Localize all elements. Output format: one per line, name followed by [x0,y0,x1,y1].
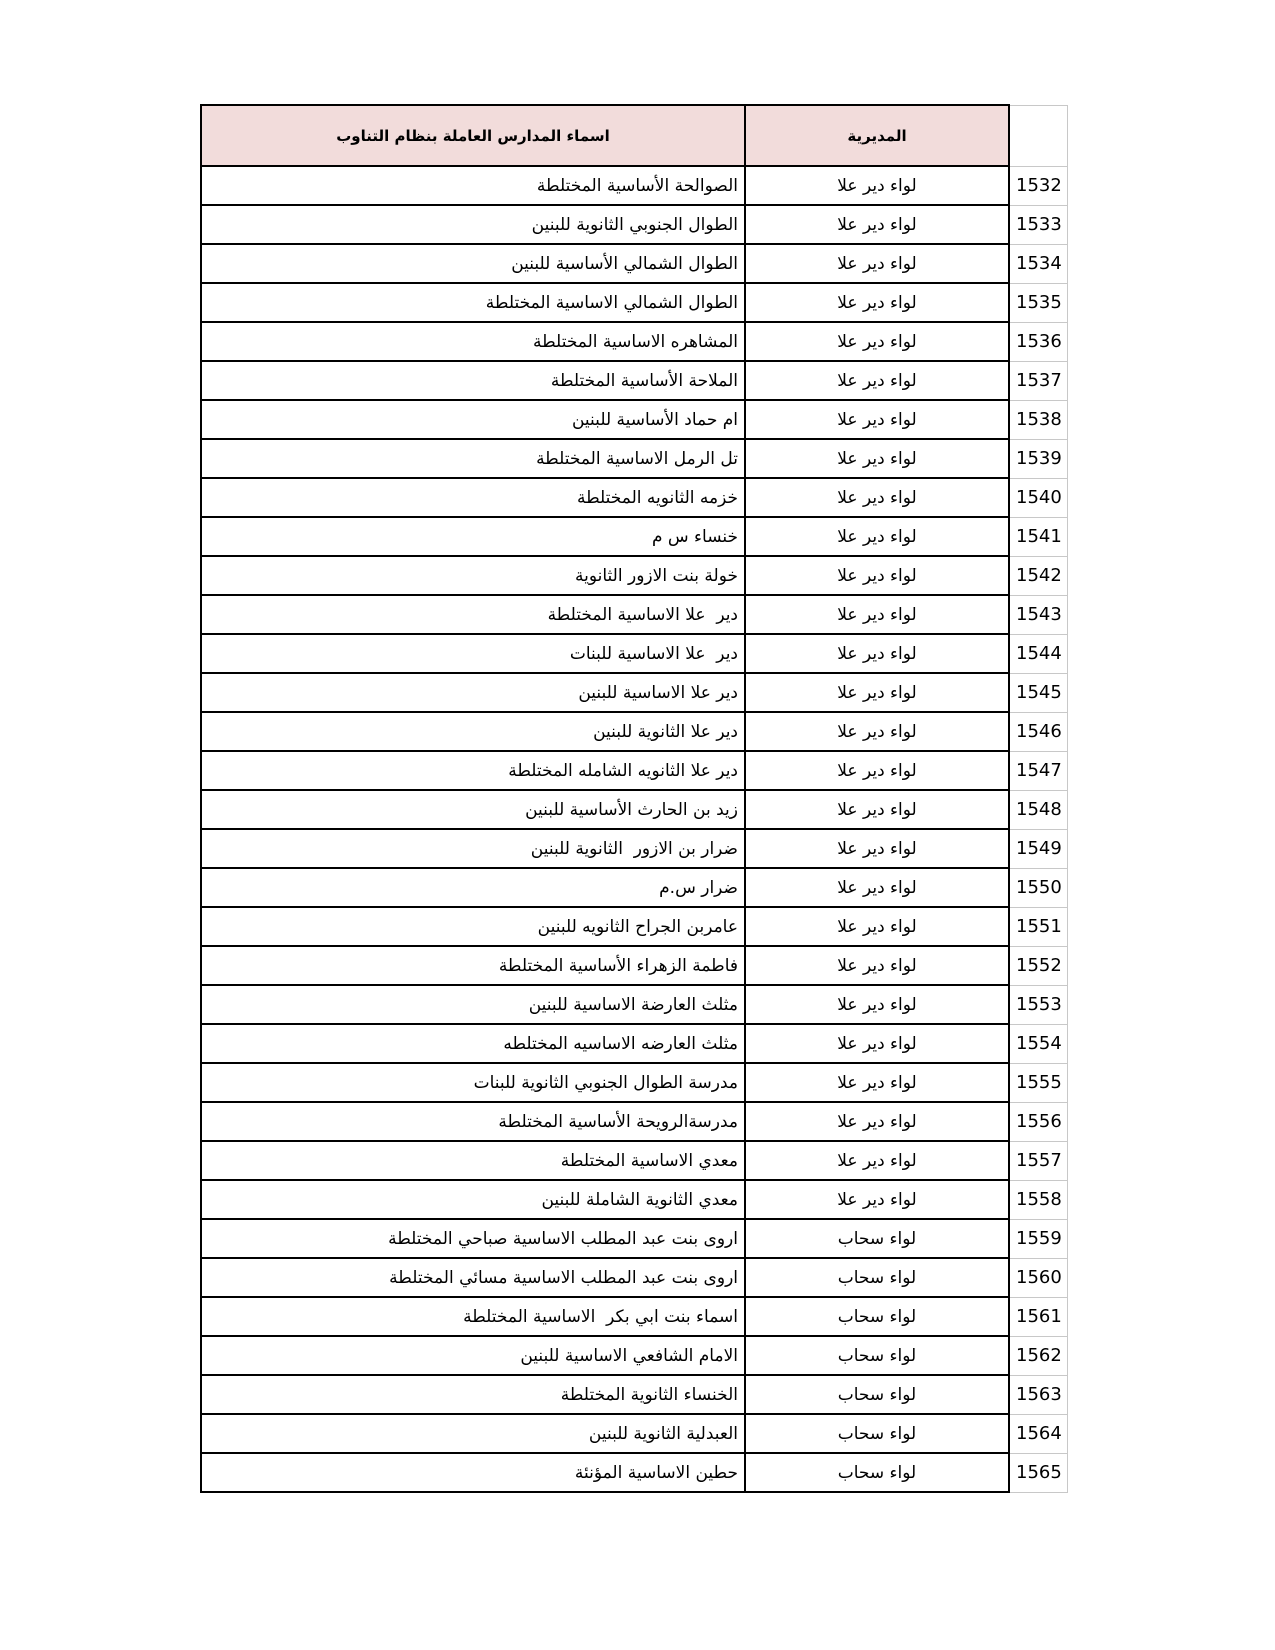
directorate-cell: لواء دير علا [745,790,1009,829]
school-name-cell: الملاحة الأساسية المختلطة [201,361,745,400]
table-row [201,1375,1067,1414]
row-number-cell: 1537 [1009,361,1067,400]
school-name-cell: الخنساء الثانوية المختلطة [201,1375,745,1414]
school-name-cell: دير علا الاساسية للبنات [201,634,745,673]
directorate-cell: لواء دير علا [745,1180,1009,1219]
directorate-cell: لواء دير علا [745,400,1009,439]
directorate-cell: لواء سحاب [745,1258,1009,1297]
row-number-cell: 1562 [1009,1336,1067,1375]
school-name-cell: دير علا الثانوية للبنين [201,712,745,751]
table-row [201,283,1067,322]
row-number-cell: 1544 [1009,634,1067,673]
table-row [201,829,1067,868]
directorate-cell: لواء دير علا [745,322,1009,361]
row-number-cell: 1561 [1009,1297,1067,1336]
table-row [201,1297,1067,1336]
school-name-cell: ضرار بن الازور الثانوية للبنين [201,829,745,868]
school-name-cell: مثلث العارضه الاساسيه المختلطه [201,1024,745,1063]
school-name-cell: خنساء س م [201,517,745,556]
row-number-cell: 1547 [1009,751,1067,790]
directorate-cell: لواء سحاب [745,1219,1009,1258]
row-number-cell: 1536 [1009,322,1067,361]
table-row [201,1024,1067,1063]
school-name-cell: زيد بن الحارث الأساسية للبنين [201,790,745,829]
directorate-cell: لواء دير علا [745,478,1009,517]
directorate-cell: لواء سحاب [745,1375,1009,1414]
table-row [201,478,1067,517]
row-number-cell: 1550 [1009,868,1067,907]
directorate-cell: لواء دير علا [745,595,1009,634]
directorate-cell: لواء دير علا [745,829,1009,868]
row-number-cell: 1553 [1009,985,1067,1024]
school-name-cell: الطوال الشمالي الاساسية المختلطة [201,283,745,322]
school-name-cell: معدي الثانوية الشاملة للبنين [201,1180,745,1219]
row-number-cell: 1564 [1009,1414,1067,1453]
table-row [201,868,1067,907]
school-name-cell: دير علا الاساسية المختلطة [201,595,745,634]
row-number-cell: 1557 [1009,1141,1067,1180]
table-row [201,1141,1067,1180]
table-row [201,205,1067,244]
table-row [201,595,1067,634]
directorate-cell: لواء دير علا [745,751,1009,790]
row-number-cell: 1539 [1009,439,1067,478]
school-name-cell: دير علا الثانويه الشامله المختلطة [201,751,745,790]
row-number-cell: 1545 [1009,673,1067,712]
schools-table-body [201,166,1067,1492]
directorate-cell: لواء سحاب [745,1336,1009,1375]
table-row [201,946,1067,985]
directorate-cell: لواء دير علا [745,1141,1009,1180]
directorate-cell: لواء دير علا [745,1063,1009,1102]
school-name-cell: مدرسة الطوال الجنوبي الثانوية للبنات [201,1063,745,1102]
row-number-cell: 1532 [1009,166,1067,205]
schools-table [200,104,1068,1493]
table-row [201,244,1067,283]
directorate-cell: لواء دير علا [745,712,1009,751]
table-row [201,400,1067,439]
row-number-cell: 1540 [1009,478,1067,517]
school-name-cell: عامربن الجراح الثانويه للبنين [201,907,745,946]
school-name-cell: مثلث العارضة الاساسية للبنين [201,985,745,1024]
school-name-cell: دير علا الاساسية للبنين [201,673,745,712]
school-name-cell: المشاهره الاساسية المختلطة [201,322,745,361]
directorate-cell: لواء سحاب [745,1453,1009,1492]
row-number-cell: 1541 [1009,517,1067,556]
directorate-cell: لواء دير علا [745,166,1009,205]
directorate-cell: لواء دير علا [745,1102,1009,1141]
school-name-cell: ام حماد الأساسية للبنين [201,400,745,439]
directorate-cell: لواء دير علا [745,361,1009,400]
schools-column-header: اسماء المدارس العاملة بنظام التناوب [201,105,745,166]
row-number-cell: 1556 [1009,1102,1067,1141]
row-number-cell: 1559 [1009,1219,1067,1258]
row-number-cell: 1560 [1009,1258,1067,1297]
school-name-cell: حطين الاساسية المؤنئة [201,1453,745,1492]
school-name-cell: معدي الاساسية المختلطة [201,1141,745,1180]
row-number-cell: 1543 [1009,595,1067,634]
row-number-cell: 1538 [1009,400,1067,439]
row-number-cell: 1534 [1009,244,1067,283]
table-row [201,556,1067,595]
directorate-cell: لواء دير علا [745,673,1009,712]
table-row [201,712,1067,751]
table-row [201,1102,1067,1141]
table-row [201,322,1067,361]
directorate-cell: لواء دير علا [745,907,1009,946]
table-row [201,1180,1067,1219]
directorate-cell: لواء سحاب [745,1414,1009,1453]
table-row [201,166,1067,205]
table-row [201,361,1067,400]
directorate-column-header: المديرية [745,105,1009,166]
school-name-cell: خزمه الثانويه المختلطة [201,478,745,517]
row-number-cell: 1551 [1009,907,1067,946]
directorate-cell: لواء دير علا [745,517,1009,556]
school-name-cell: اروى بنت عبد المطلب الاساسية مسائي المختلطة [201,1258,745,1297]
school-name-cell: اروى بنت عبد المطلب الاساسية صباحي المختلطة [201,1219,745,1258]
directorate-cell: لواء دير علا [745,283,1009,322]
row-number-cell: 1542 [1009,556,1067,595]
directorate-cell: لواء دير علا [745,244,1009,283]
directorate-cell: لواء دير علا [745,439,1009,478]
directorate-cell: لواء دير علا [745,634,1009,673]
school-name-cell: العبدلية الثانوية للبنين [201,1414,745,1453]
table-row [201,907,1067,946]
table-row [201,517,1067,556]
row-number-cell: 1563 [1009,1375,1067,1414]
table-header-row [201,105,1067,166]
row-number-cell: 1535 [1009,283,1067,322]
directorate-cell: لواء سحاب [745,1297,1009,1336]
table-row [201,439,1067,478]
school-name-cell: مدرسةالرويحة الأساسية المختلطة [201,1102,745,1141]
row-number-cell: 1555 [1009,1063,1067,1102]
table-row [201,1414,1067,1453]
row-number-cell: 1546 [1009,712,1067,751]
directorate-cell: لواء دير علا [745,868,1009,907]
row-number-cell: 1548 [1009,790,1067,829]
table-row [201,1258,1067,1297]
directorate-cell: لواء دير علا [745,556,1009,595]
directorate-cell: لواء دير علا [745,205,1009,244]
number-column-header [1009,105,1067,166]
school-name-cell: خولة بنت الازور الثانوية [201,556,745,595]
school-name-cell: فاطمة الزهراء الأساسية المختلطة [201,946,745,985]
table-row [201,1219,1067,1258]
school-name-cell: الطوال الشمالي الأساسية للبنين [201,244,745,283]
school-name-cell: الطوال الجنوبي الثانوية للبنين [201,205,745,244]
school-name-cell: الامام الشافعي الاساسية للبنين [201,1336,745,1375]
table-row [201,1336,1067,1375]
directorate-cell: لواء دير علا [745,985,1009,1024]
row-number-cell: 1549 [1009,829,1067,868]
table-row [201,634,1067,673]
row-number-cell: 1558 [1009,1180,1067,1219]
table-row [201,790,1067,829]
row-number-cell: 1554 [1009,1024,1067,1063]
row-number-cell: 1552 [1009,946,1067,985]
table-row [201,673,1067,712]
school-name-cell: ضرار س.م [201,868,745,907]
table-row [201,751,1067,790]
row-number-cell: 1565 [1009,1453,1067,1492]
table-row [201,1453,1067,1492]
table-row [201,1063,1067,1102]
table-row [201,985,1067,1024]
row-number-cell: 1533 [1009,205,1067,244]
directorate-cell: لواء دير علا [745,946,1009,985]
directorate-cell: لواء دير علا [745,1024,1009,1063]
school-name-cell: الصوالحة الأساسية المختلطة [201,166,745,205]
school-name-cell: اسماء بنت ابي بكر الاساسية المختلطة [201,1297,745,1336]
school-name-cell: تل الرمل الاساسية المختلطة [201,439,745,478]
